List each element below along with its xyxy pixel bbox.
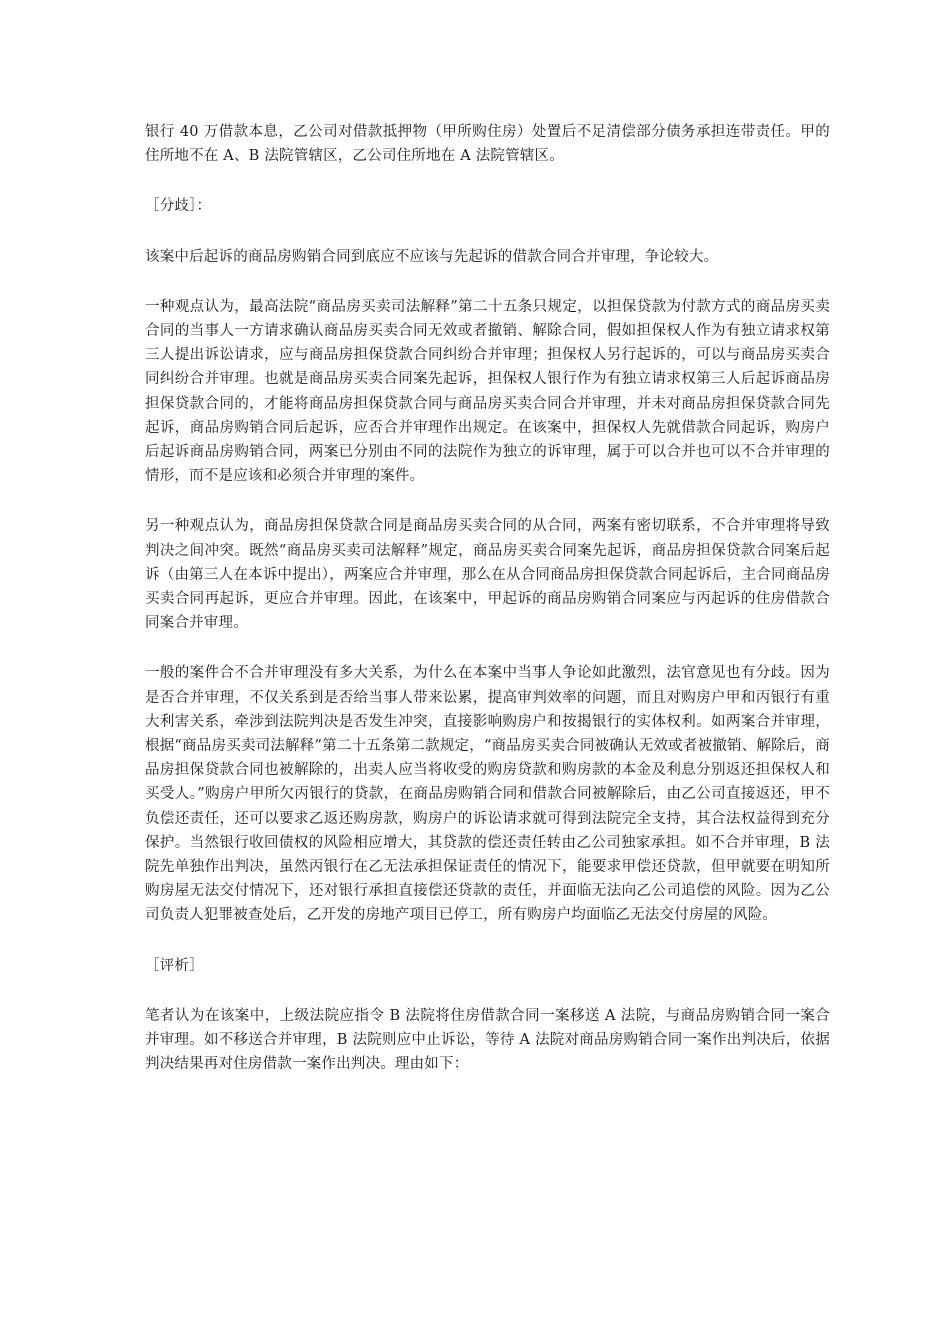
document-body [145,120,830,1103]
heading-analysis: ［评析］ [145,957,204,974]
paragraph-author-opinion: 笔者认为在该案中，上级法院应指令 B 法院将住房借款合同一案移送 A 法院，与商品房购销合同一案合并审理。如不移送合并审理，B 法院则应中止诉讼，等待 A 法院对商品房购销合同一案作出判决后，依据判决结果再对住房借款一案作出判决。理由如下： [145,1007,830,1073]
paragraph-second-view: 另一种观点认为，商品房担保贷款合同是商品房买卖合同的从合同，两案有密切联系，不合并审理将导致判决之间冲突。既然“商品房买卖司法解释”规定，商品房买卖合同案先起诉，商品房担保贷款合同案后起诉（由第三人在本诉中提出），两案应合并审理，那么在从合同商品房担保贷款合同起诉后，主合同商品房买卖合同再起诉，更应合并审理。因此，在该案中，甲起诉的商品房购销合同案应与丙起诉的住房借款合同案合并审理。 [145,518,830,632]
paragraph-significance: 一般的案件合不合并审理没有多大关系，为什么在本案中当事人争论如此激烈，法官意见也有分歧。因为是否合并审理，不仅关系到是否给当事人带来讼累，提高审判效率的问题，而且对购房户甲和丙银行有重大利害关系，牵涉到法院判决是否发生冲突，直接影响购房户和按揭银行的实体权利。如两案合并审理，根据“商品房买卖司法解释”第二十五条第二款规定，“商品房买卖合同被确认无效或者被撤销、解除后，商品房担保贷款合同也被解除的，出卖人应当将收受的购房贷款和购房款的本金及利息分别返还担保权人和买受人。”购房户甲所欠丙银行的贷款，在商品房购销合同和借款合同被解除后，由乙公司直接返还，甲不负偿还责任，还可以要求乙返还购房款，购房户的诉讼请求就可得到法院完全支持，其合法权益得到充分保护。当然银行收回债权的风险相应增大，其贷款的偿还责任转由乙公司独家承担。如不合并审理，B 法院先单独作出判决，虽然丙银行在乙无法承担保证责任的情况下，能要求甲偿还贷款，但甲就要在明知所购房屋无法交付情况下，还对银行承担直接偿还贷款的责任，并面临无法向乙公司追偿的风险。因为乙公司负责人犯罪被查处后，乙开发的房地产项目已停工，所有购房户均面临乙无法交付房屋的风险。 [145,665,830,924]
paragraph-intro: 银行 40 万借款本息，乙公司对借款抵押物（甲所购住房）处置后不足清偿部分债务承担连带责任。甲的住所地不在 A、B 法院管辖区，乙公司住所地在 A 法院管辖区。 [145,124,830,165]
heading-disagreement: ［分歧］： [145,198,212,215]
paragraph-first-view: 一种观点认为，最高法院“商品房买卖司法解释”第二十五条只规定，以担保贷款为付款方式的商品房买卖合同的当事人一方请求确认商品房买卖合同无效或者撤销、解除合同，假如担保权人作为有独立请求权第三人提出诉讼请求，应与商品房担保贷款合同纠纷合并审理；担保权人另行起诉的，可以与商品房买卖合同纠纷合并审理。也就是商品房买卖合同案先起诉，担保权人银行作为有独立请求权第三人后起诉商品房担保贷款合同的，才能将商品房担保贷款合同与商品房买卖合同合并审理，并未对商品房担保贷款合同先起诉，商品房购销合同后起诉，应否合并审理作出规定。在该案中，担保权人先就借款合同起诉，购房户后起诉商品房购销合同，两案已分别由不同的法院作为独立的诉审理，属于可以合并也可以不合并审理的情形，而不是应该和必须合并审理的案件。 [145,298,830,485]
paragraph-dispute-summary: 该案中后起诉的商品房购销合同到底应不应该与先起诉的借款合同合并审理，争论较大。 [145,248,719,265]
